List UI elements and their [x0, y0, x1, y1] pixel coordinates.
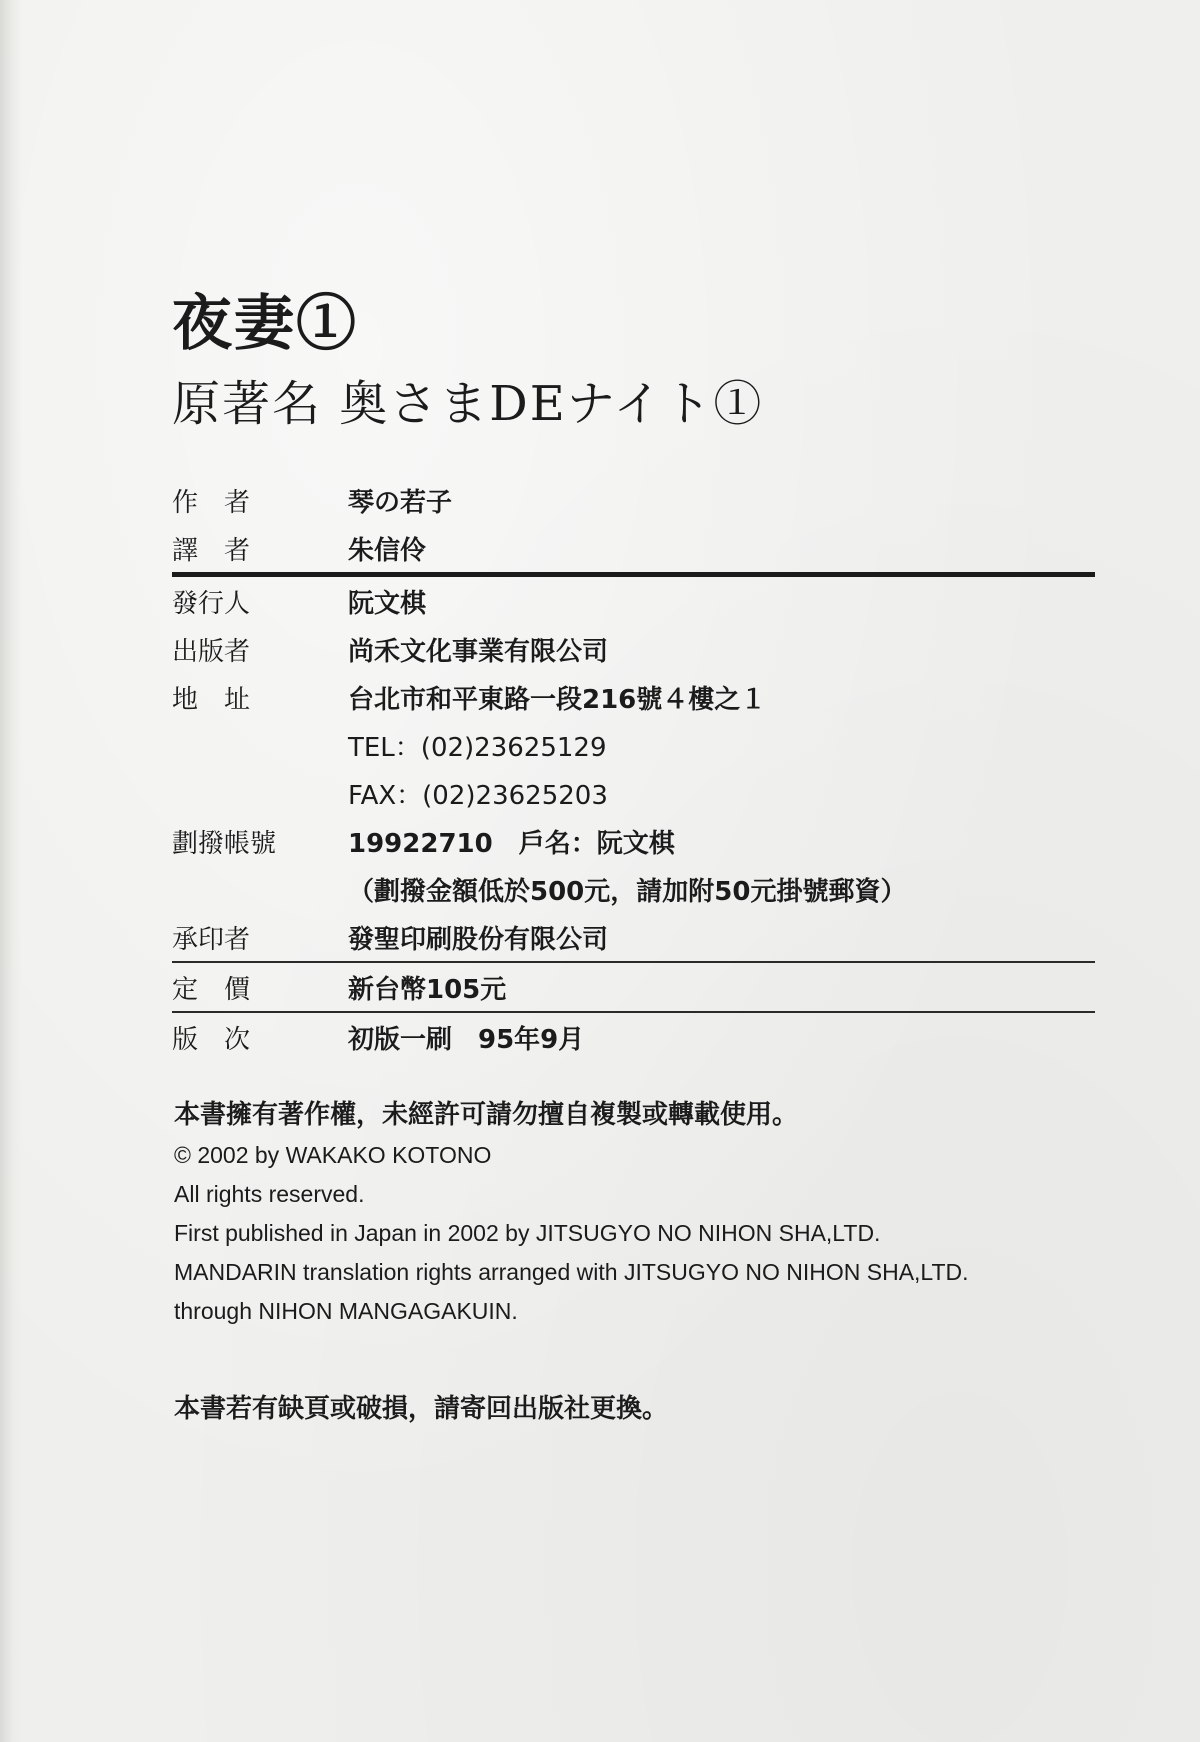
- credit-label: 發行人: [172, 588, 251, 619]
- credit-row-price: [172, 963, 1095, 1011]
- credit-value: 阮文棋: [348, 588, 427, 619]
- credit-label: 出版者: [172, 636, 251, 667]
- rights-block: [174, 1094, 1114, 1331]
- credit-row-publisher: [172, 625, 1095, 673]
- credit-label: 定 價: [172, 974, 251, 1005]
- credit-label: 承印者: [172, 924, 251, 955]
- credit-label: 劃撥帳號: [172, 828, 277, 859]
- credit-value: 琴の若子: [348, 487, 453, 518]
- rights-line: © 2002 by WAKAKO KOTONO: [174, 1142, 492, 1168]
- credit-row-address: [172, 673, 1095, 721]
- credit-row-issuer: [172, 577, 1095, 625]
- credit-value: 新台幣105元: [348, 974, 507, 1005]
- credit-label: 作 者: [172, 487, 251, 518]
- credit-value: 尚禾文化事業有限公司: [348, 636, 609, 667]
- credit-value: 初版一刷 95年9月: [348, 1024, 585, 1055]
- page-edge-shadow: [0, 0, 22, 1742]
- rights-line: First published in Japan in 2002 by JITSUGYO NO NIHON SHA,LTD.: [174, 1220, 881, 1246]
- rights-line: through NIHON MANGAGAKUIN.: [174, 1298, 518, 1324]
- original-title: 原著名 奥さまDEナイト①: [172, 376, 764, 432]
- credit-row-author: [172, 476, 1095, 524]
- credit-row-postal-note: [172, 865, 1095, 913]
- credit-value: 朱信伶: [348, 535, 427, 566]
- credit-row-postal: [172, 817, 1095, 865]
- copyright-statement-cn: 本書擁有著作權，未經許可請勿擅自複製或轉載使用。: [174, 1100, 799, 1130]
- credit-row-tel: [172, 721, 1095, 769]
- credit-row-printer: [172, 913, 1095, 961]
- credit-value: 台北市和平東路一段216號４樓之１: [348, 684, 767, 715]
- credit-label: 地 址: [172, 684, 251, 715]
- credit-value: 發聖印刷股份有限公司: [348, 924, 609, 955]
- tel-number: TEL：(02)23625129: [348, 732, 607, 763]
- rights-line: All rights reserved.: [174, 1181, 365, 1207]
- book-title: 夜妻①: [172, 289, 358, 359]
- damage-notice: 本書若有缺頁或破損，請寄回出版社更換。: [174, 1394, 669, 1424]
- fax-number: FAX：(02)23625203: [348, 780, 608, 811]
- credit-row-edition: [172, 1013, 1095, 1061]
- rights-line: MANDARIN translation rights arranged with JITSUGYO NO NIHON SHA,LTD.: [174, 1259, 969, 1285]
- credit-row-translator: [172, 524, 1095, 572]
- credit-label: 版 次: [172, 1024, 251, 1055]
- credit-value: 19922710 戶名：阮文棋: [348, 828, 675, 859]
- credit-row-fax: [172, 769, 1095, 817]
- credits-table: [172, 476, 1095, 1061]
- credit-label: 譯 者: [172, 535, 251, 566]
- postal-note: （劃撥金額低於500元，請加附50元掛號郵資）: [348, 876, 907, 907]
